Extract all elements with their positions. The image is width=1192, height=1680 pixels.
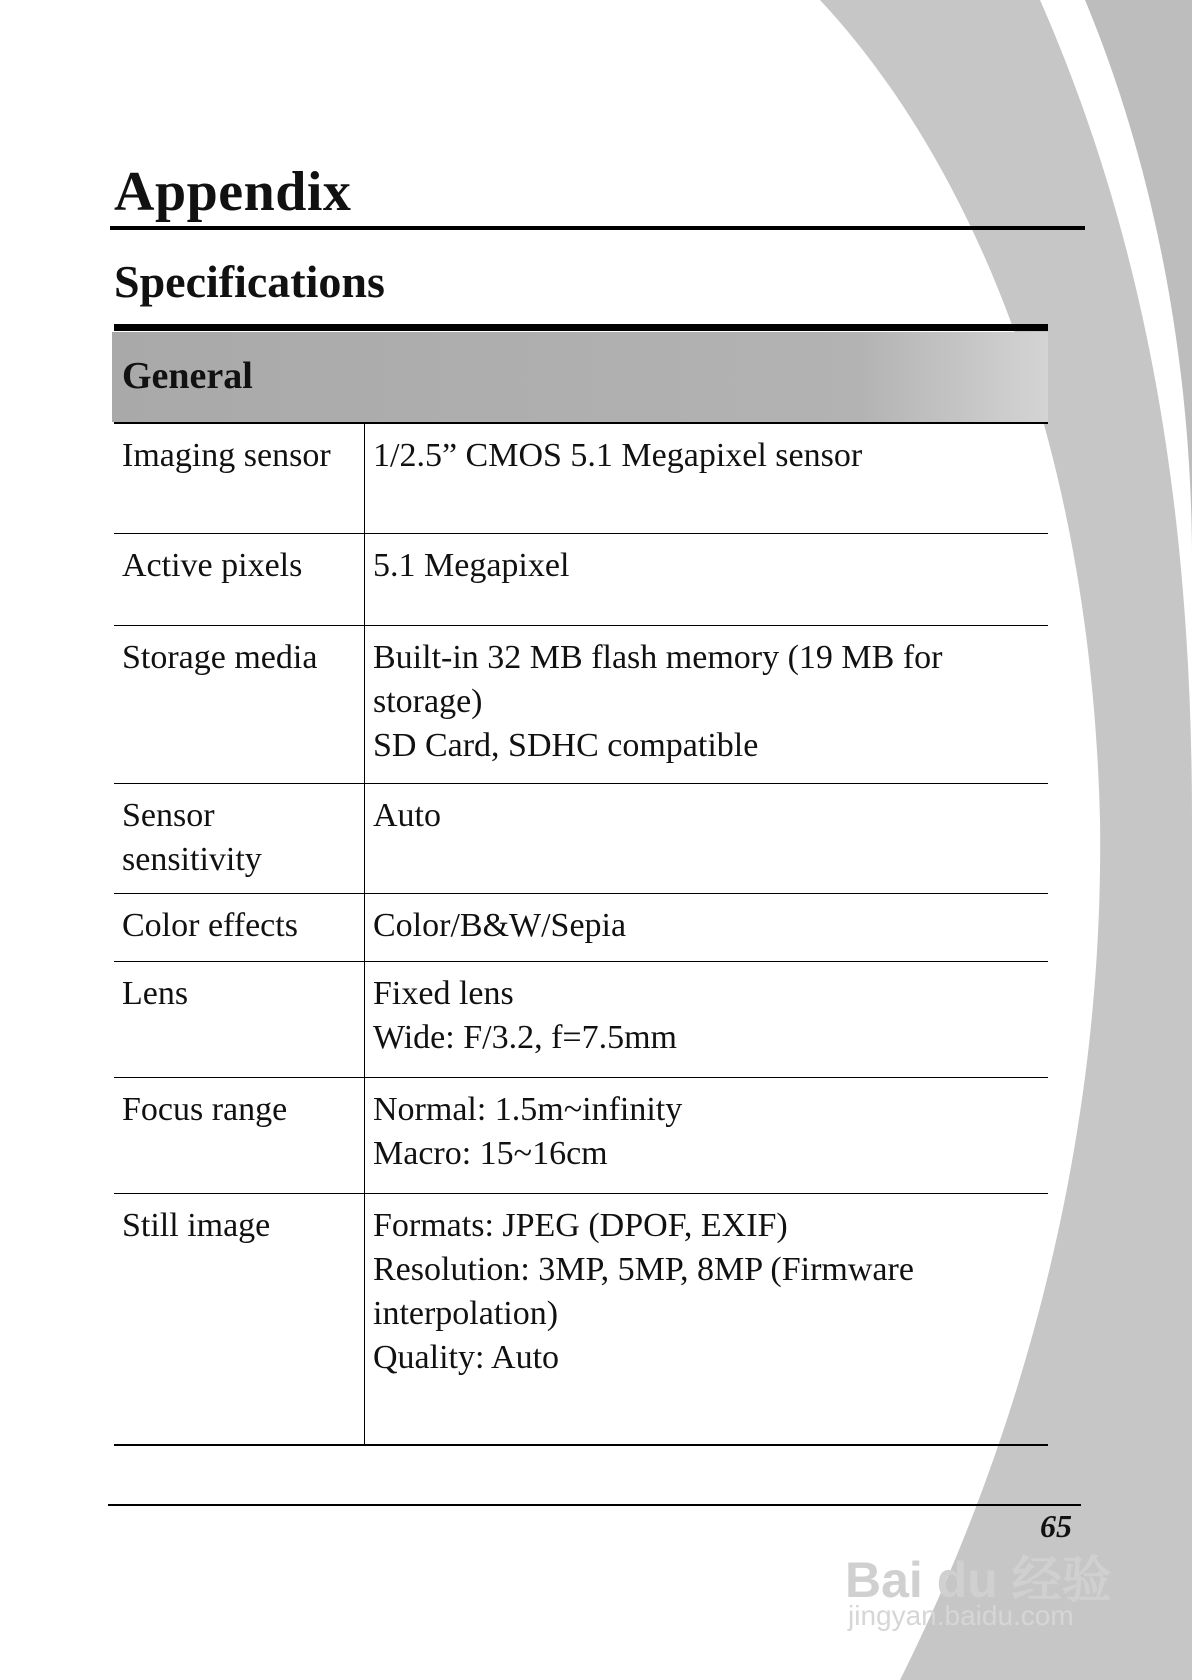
spec-value	[365, 424, 1048, 533]
spec-value-line: Normal: 1.5m~infinity	[373, 1091, 683, 1128]
watermark-url: jingyan.baidu.com	[848, 1600, 1074, 1631]
spec-value-line: Fixed lens	[373, 975, 514, 1012]
table-row	[114, 894, 1048, 962]
spec-value-line: Resolution: 3MP, 5MP, 8MP (Firmware interpolation)	[373, 1251, 914, 1332]
spec-value-line: Built-in 32 MB flash memory (19 MB for storage)	[373, 639, 943, 720]
footer-divider	[108, 1504, 1081, 1506]
spec-value	[365, 962, 1048, 1077]
spec-value-line: 5.1 Megapixel	[373, 547, 570, 584]
spec-value-line: Formats: JPEG (DPOF, EXIF)	[373, 1207, 788, 1244]
table-row	[114, 784, 1048, 894]
spec-value-line: Macro: 15~16cm	[373, 1135, 608, 1172]
table-row	[114, 424, 1048, 534]
spec-value	[365, 784, 1048, 893]
spec-value-line: Color/B&W/Sepia	[373, 907, 627, 944]
spec-label: Still image	[114, 1194, 365, 1444]
page-title: Appendix	[114, 161, 352, 223]
spec-value	[365, 534, 1048, 625]
specifications-table	[114, 422, 1048, 1446]
table-row	[114, 962, 1048, 1078]
spec-label: Sensor sensitivity	[114, 784, 365, 893]
spec-value-line: Wide: F/3.2, f=7.5mm	[373, 1019, 677, 1056]
spec-value	[365, 626, 1048, 783]
spec-value-line: Auto	[373, 797, 441, 834]
spec-label: Imaging sensor	[114, 424, 365, 533]
spec-value-line: Quality: Auto	[373, 1339, 560, 1376]
spec-label: Active pixels	[114, 534, 365, 625]
spec-value	[365, 1194, 1048, 1444]
spec-label: Color effects	[114, 894, 365, 961]
spec-value-line: 1/2.5” CMOS 5.1 Megapixel sensor	[373, 437, 863, 474]
table-row	[114, 1194, 1048, 1444]
page-number: 65	[1040, 1508, 1072, 1544]
title-divider	[110, 226, 1085, 230]
watermark-logo: Bai du 经验	[845, 1552, 1112, 1608]
table-row	[114, 534, 1048, 626]
table-row	[114, 626, 1048, 784]
spec-value	[365, 1078, 1048, 1193]
spec-label: Focus range	[114, 1078, 365, 1193]
section-title: Specifications	[114, 256, 385, 307]
table-section-header: General	[112, 332, 1048, 422]
table-row	[114, 1078, 1048, 1194]
spec-label: Lens	[114, 962, 365, 1077]
spec-label: Storage media	[114, 626, 365, 783]
spec-value	[365, 894, 1048, 961]
specs-divider	[114, 324, 1048, 331]
spec-value-line: SD Card, SDHC compatible	[373, 727, 759, 764]
